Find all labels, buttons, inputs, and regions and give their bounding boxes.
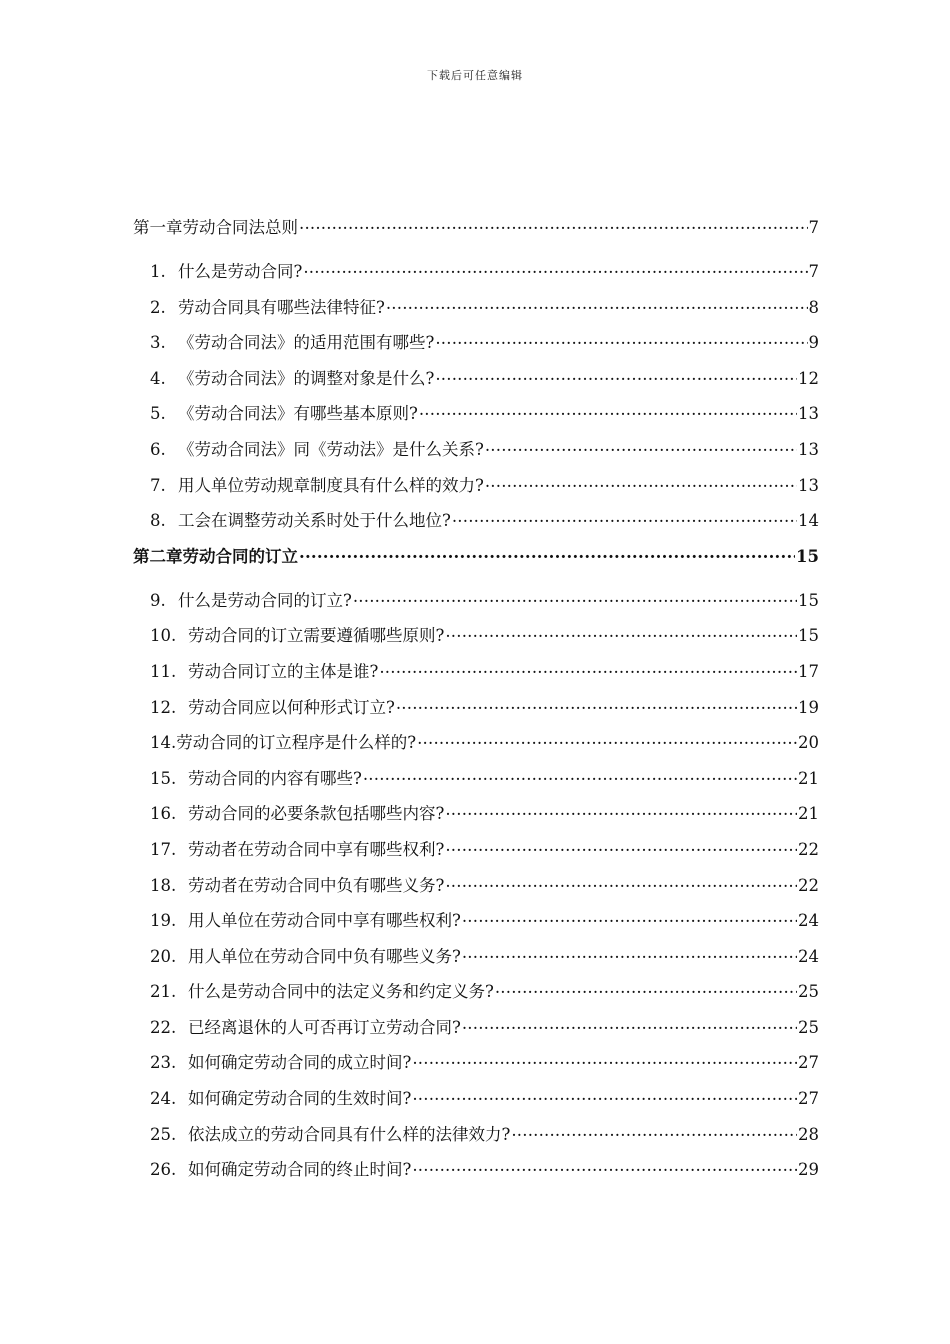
dot-leader bbox=[485, 474, 797, 491]
toc-entry[interactable] bbox=[133, 765, 819, 801]
toc-entry[interactable] bbox=[133, 294, 819, 330]
toc-chapter[interactable] bbox=[133, 214, 819, 258]
toc-entry-number: 17. bbox=[150, 839, 177, 859]
dot-leader bbox=[303, 261, 807, 278]
toc-entry-number: 25. bbox=[150, 1124, 177, 1144]
toc-page-number: 25 bbox=[798, 1017, 819, 1037]
toc-entry-title: 劳动合同订立的主体是谁? bbox=[188, 661, 379, 681]
dot-leader bbox=[363, 767, 797, 784]
toc-page-number: 21 bbox=[798, 804, 819, 824]
dot-leader bbox=[452, 510, 797, 527]
toc-entry-number: 26. bbox=[150, 1160, 177, 1180]
toc-entry-title: 如何确定劳动合同的终止时间? bbox=[188, 1160, 412, 1180]
toc-entry-title: 用人单位在劳动合同中负有哪些义务? bbox=[188, 946, 461, 966]
toc-page-number: 15 bbox=[796, 546, 819, 566]
toc-entry-number: 1. bbox=[150, 262, 166, 281]
toc-entry[interactable] bbox=[133, 836, 819, 872]
dot-leader bbox=[435, 367, 797, 384]
toc-entry-title: 劳动合同的内容有哪些? bbox=[188, 768, 362, 788]
toc-entry[interactable] bbox=[133, 436, 819, 472]
dot-leader bbox=[412, 1052, 797, 1069]
toc-entry-title: 劳动合同的订立需要遵循哪些原则? bbox=[188, 626, 445, 646]
toc-entry[interactable] bbox=[133, 800, 819, 836]
toc-page-number: 24 bbox=[798, 911, 819, 931]
dot-leader bbox=[462, 945, 797, 962]
toc-entry[interactable] bbox=[133, 978, 819, 1014]
toc-entry-number: 8. bbox=[150, 511, 166, 531]
toc-entry-title: 劳动合同应以何种形式订立? bbox=[188, 697, 395, 717]
dot-leader bbox=[396, 696, 797, 713]
toc-entry-number: 5. bbox=[150, 404, 166, 424]
dot-leader bbox=[412, 1088, 797, 1105]
toc-entry-title: 什么是劳动合同中的法定义务和约定义务? bbox=[188, 982, 494, 1002]
toc-entry[interactable] bbox=[133, 658, 819, 694]
toc-chapter-title: 第一章劳动合同法总则 bbox=[133, 218, 298, 237]
toc-entry[interactable] bbox=[133, 622, 819, 658]
dot-leader bbox=[445, 874, 797, 891]
toc-entry[interactable] bbox=[133, 1156, 819, 1192]
dot-leader bbox=[445, 803, 797, 820]
dot-leader bbox=[485, 438, 797, 455]
toc-page-number: 12 bbox=[798, 368, 819, 388]
toc-entry-title: 《劳动合同法》的适用范围有哪些? bbox=[178, 333, 435, 353]
toc-page-number: 29 bbox=[798, 1160, 819, 1180]
toc-entry[interactable] bbox=[133, 507, 819, 543]
toc-page-number: 7 bbox=[808, 218, 819, 237]
toc-entry[interactable] bbox=[133, 694, 819, 730]
toc-page-number: 15 bbox=[798, 626, 819, 646]
toc-entry-number: 2. bbox=[150, 297, 166, 317]
toc-entry-title: 什么是劳动合同? bbox=[178, 262, 303, 281]
toc-page-number: 21 bbox=[798, 768, 819, 788]
dot-leader bbox=[353, 589, 797, 606]
toc-entry[interactable] bbox=[133, 1121, 819, 1157]
toc-entry-title: 劳动合同的订立程序是什么样的? bbox=[176, 733, 417, 753]
toc-page-number: 9 bbox=[808, 333, 819, 353]
dot-leader bbox=[299, 217, 808, 234]
toc-page-number: 24 bbox=[798, 946, 819, 966]
toc-entry[interactable] bbox=[133, 587, 819, 623]
dot-leader bbox=[445, 838, 797, 855]
toc-entry-number: 6. bbox=[150, 439, 166, 459]
toc-entry[interactable] bbox=[133, 1085, 819, 1121]
toc-entry[interactable] bbox=[133, 1049, 819, 1085]
toc-entry-title: 工会在调整劳动关系时处于什么地位? bbox=[178, 511, 451, 531]
dot-leader bbox=[435, 332, 807, 349]
toc-entry-title: 用人单位在劳动合同中享有哪些权利? bbox=[188, 911, 461, 931]
toc-entry[interactable] bbox=[133, 907, 819, 943]
toc-page-number: 13 bbox=[798, 439, 819, 459]
toc-page-number: 14 bbox=[798, 511, 819, 531]
toc-page-number: 28 bbox=[798, 1124, 819, 1144]
toc-page-number: 20 bbox=[798, 733, 819, 753]
toc-entry[interactable] bbox=[133, 329, 819, 365]
dot-leader bbox=[462, 1016, 797, 1033]
toc-entry-title: 用人单位劳动规章制度具有什么样的效力? bbox=[178, 475, 484, 495]
toc-page-number: 27 bbox=[798, 1053, 819, 1073]
toc-entry[interactable] bbox=[133, 472, 819, 508]
toc-page-number: 22 bbox=[798, 839, 819, 859]
toc-entry-title: 如何确定劳动合同的生效时间? bbox=[188, 1089, 412, 1109]
dot-leader bbox=[445, 625, 797, 642]
dot-leader bbox=[419, 403, 797, 420]
toc-page-number: 17 bbox=[798, 661, 819, 681]
toc-entry-title: 什么是劳动合同的订立? bbox=[178, 590, 352, 610]
toc-entry-number: 9. bbox=[150, 590, 166, 610]
toc-page-number: 22 bbox=[798, 875, 819, 895]
dot-leader bbox=[495, 981, 797, 998]
dot-leader bbox=[386, 296, 808, 313]
dot-leader bbox=[462, 910, 797, 927]
toc-entry-number: 14. bbox=[150, 733, 177, 753]
toc-entry[interactable] bbox=[133, 365, 819, 401]
toc-entry-number: 3. bbox=[150, 333, 166, 353]
toc-page-number: 19 bbox=[798, 697, 819, 717]
toc-entry-number: 10. bbox=[150, 626, 177, 646]
toc-entry-number: 16. bbox=[150, 804, 177, 824]
toc-entry-number: 23. bbox=[150, 1053, 177, 1073]
dot-leader bbox=[412, 1159, 797, 1176]
toc-entry-number: 20. bbox=[150, 946, 177, 966]
toc-entry-title: 依法成立的劳动合同具有什么样的法律效力? bbox=[188, 1124, 511, 1144]
dot-leader bbox=[299, 545, 795, 562]
toc-entry-number: 4. bbox=[150, 368, 166, 388]
toc-chapter[interactable] bbox=[133, 543, 819, 587]
toc-entry-title: 已经离退休的人可否再订立劳动合同? bbox=[188, 1017, 461, 1037]
dot-leader bbox=[379, 660, 797, 677]
toc-entry[interactable] bbox=[133, 258, 819, 294]
toc-entry-number: 22. bbox=[150, 1017, 177, 1037]
toc-page-number: 13 bbox=[798, 404, 819, 424]
toc-page-number: 25 bbox=[798, 982, 819, 1002]
toc-entry-number: 21. bbox=[150, 982, 177, 1002]
dot-leader bbox=[417, 732, 797, 749]
toc-entry-title: 劳动合同的必要条款包括哪些内容? bbox=[188, 804, 445, 824]
toc-entry-title: 劳动合同具有哪些法律特征? bbox=[178, 297, 385, 317]
dot-leader bbox=[511, 1123, 797, 1140]
toc-entry-number: 7. bbox=[150, 475, 166, 495]
toc-entry-number: 15. bbox=[150, 768, 177, 788]
toc-entry-number: 12. bbox=[150, 697, 177, 717]
toc-page-number: 13 bbox=[798, 475, 819, 495]
toc-entry[interactable] bbox=[133, 729, 819, 765]
toc-entry[interactable] bbox=[133, 943, 819, 979]
toc-chapter-title: 第二章劳动合同的订立 bbox=[133, 546, 298, 566]
toc-entry-title: 《劳动合同法》的调整对象是什么? bbox=[178, 368, 435, 388]
toc-entry[interactable] bbox=[133, 1014, 819, 1050]
toc-page-number: 27 bbox=[798, 1089, 819, 1109]
toc-entry-title: 《劳动合同法》有哪些基本原则? bbox=[178, 404, 418, 424]
page-header: 下载后可任意编辑 bbox=[427, 69, 523, 82]
toc-page-number: 8 bbox=[808, 297, 819, 317]
toc-entry-title: 劳动者在劳动合同中负有哪些义务? bbox=[188, 875, 445, 895]
toc-entry-title: 如何确定劳动合同的成立时间? bbox=[188, 1053, 412, 1073]
toc-entry-number: 24. bbox=[150, 1089, 177, 1109]
toc-page-number: 7 bbox=[808, 262, 819, 281]
toc-entry-number: 18. bbox=[150, 875, 177, 895]
toc-entry-title: 《劳动合同法》同《劳动法》是什么关系? bbox=[178, 439, 484, 459]
toc-page-number: 15 bbox=[798, 590, 819, 610]
toc-entry[interactable] bbox=[133, 400, 819, 436]
toc-entry[interactable] bbox=[133, 872, 819, 908]
toc-entry-title: 劳动者在劳动合同中享有哪些权利? bbox=[188, 839, 445, 859]
toc-entry-number: 19. bbox=[150, 911, 177, 931]
toc-entry-number: 11. bbox=[150, 661, 177, 681]
table-of-contents bbox=[133, 214, 819, 1192]
